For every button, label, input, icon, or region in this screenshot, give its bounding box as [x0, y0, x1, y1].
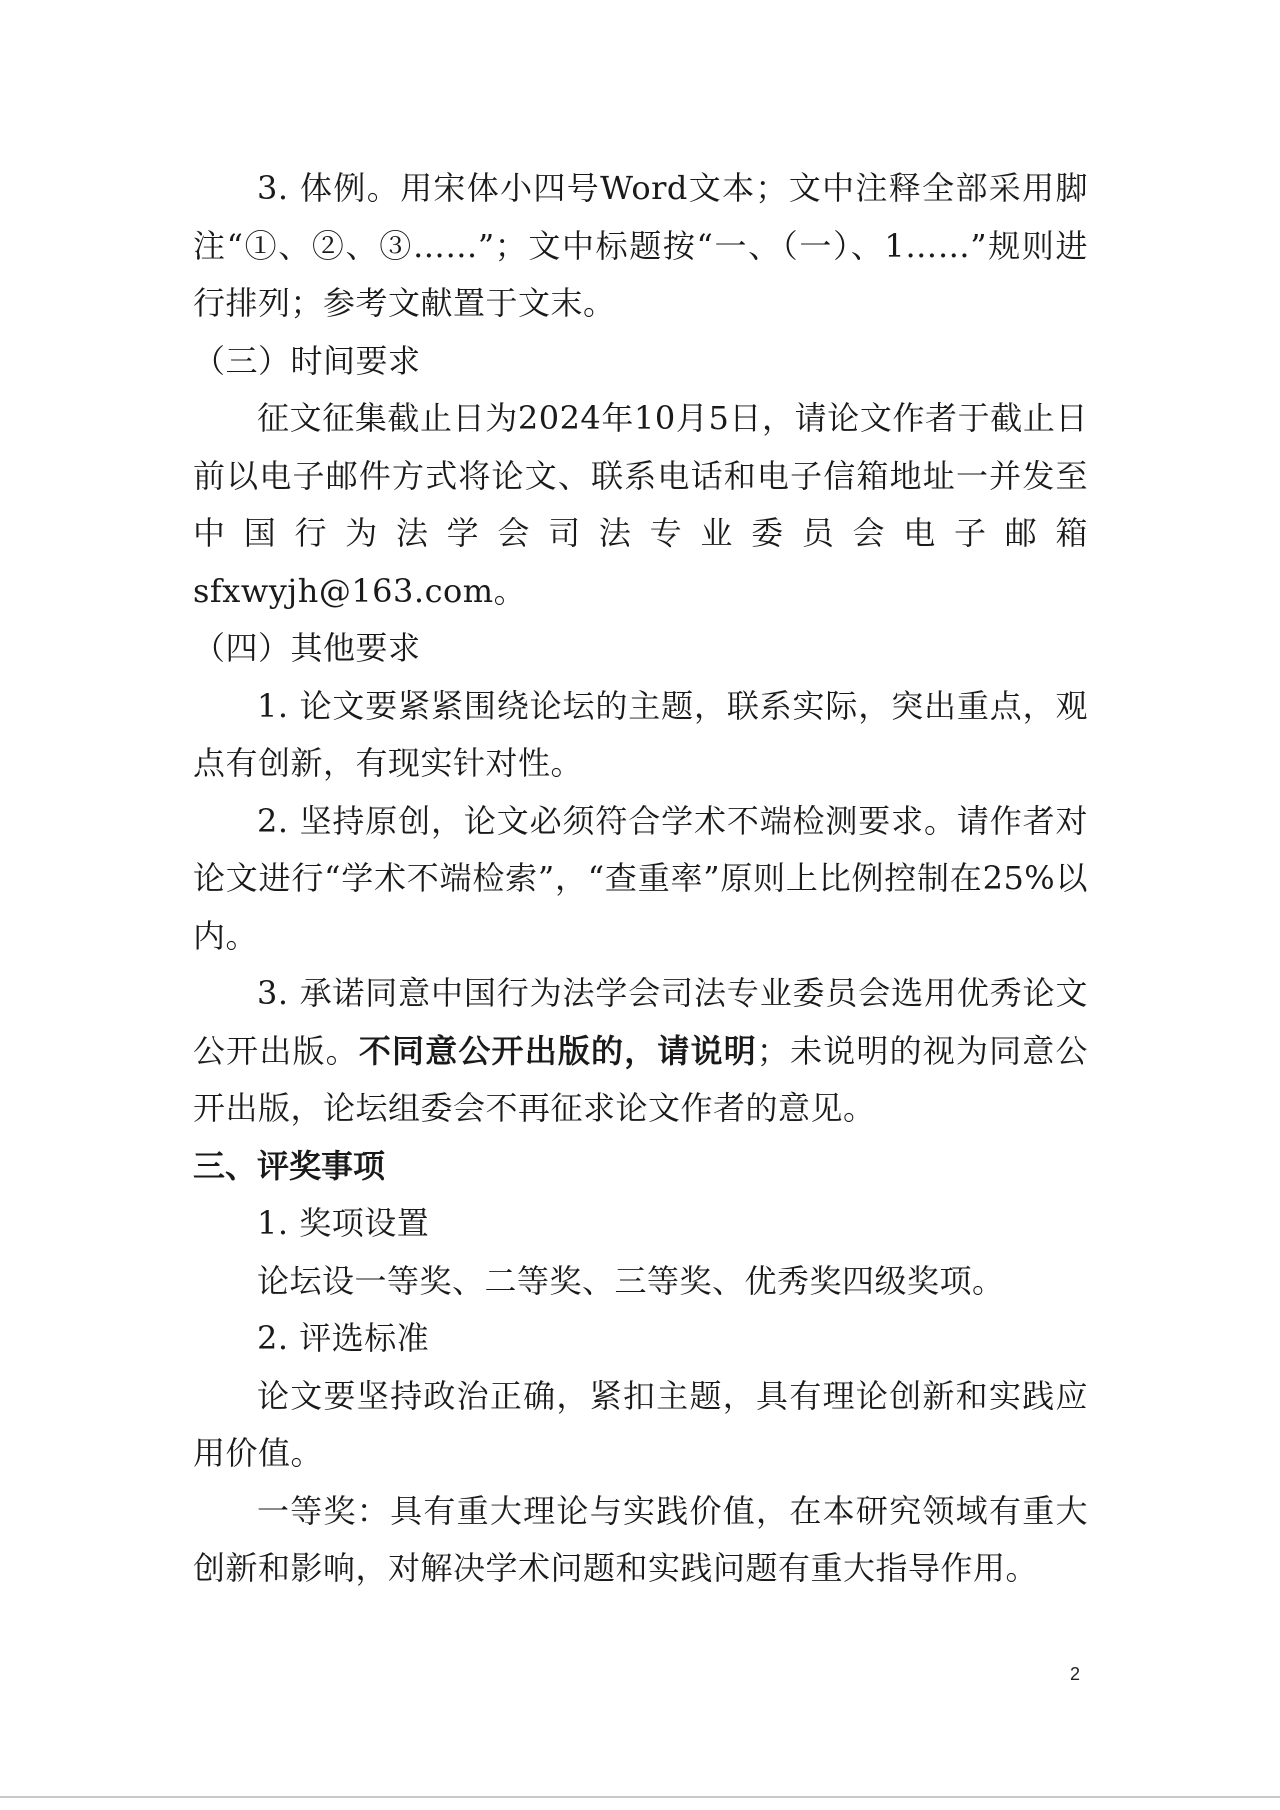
section-heading-awards: 三、评奖事项: [193, 1146, 386, 1185]
paragraph-requirement-3: [193, 965, 1088, 1138]
paragraph-award-settings-title: 1. 奖项设置: [257, 1204, 430, 1242]
subheading-time-requirements: （三）时间要求: [193, 341, 421, 380]
paragraph-first-prize: 一等奖：具有重大理论与实践价值，在本研究领域有重大创新和影响，对解决学术问题和实践问题有重大指导作用。: [193, 1491, 1088, 1587]
paragraph-requirement-2: 2. 坚持原创，论文必须符合学术不端检测要求。请作者对论文进行“学术不端检索”，“查重率”原则上比例控制在25%以内。: [193, 801, 1088, 955]
requirement-3-bold-note: 不同意公开出版的，请说明: [358, 1031, 757, 1070]
page-number: 2: [1070, 1664, 1081, 1684]
paragraph-format-rules: 3. 体例。用宋体小四号Word文本；文中注释全部采用脚注“①、②、③……”；文中标题按“一、（一）、1……”规则进行排列；参考文献置于文末。: [193, 169, 1088, 322]
paragraph-criteria: 论文要坚持政治正确，紧扣主题，具有理论创新和实践应用价值。: [193, 1376, 1088, 1472]
paragraph-criteria-title: 2. 评选标准: [257, 1319, 430, 1357]
paragraph-deadline: 征文征集截止日为2024年10月5日，请论文作者于截止日前以电子邮件方式将论文、联系电话和电子信箱地址一并发至中国行为法学会司法专业委员会电子邮箱 sfxwyjh@163.com。: [193, 399, 1088, 610]
requirement-3-lead: 3. 承诺同意中国行为法学会司法专业委员会选用优秀论文公开出版。: [193, 974, 1088, 1070]
paragraph-award-settings: 论坛设一等奖、二等奖、三等奖、优秀奖四级奖项。: [257, 1261, 1005, 1300]
paragraph-requirement-1: 1. 论文要紧紧围绕论坛的主题，联系实际，突出重点，观点有创新，有现实针对性。: [193, 686, 1088, 782]
document-body: [193, 160, 1088, 1598]
subheading-other-requirements: （四）其他要求: [193, 629, 421, 667]
requirement-3-tail: ；未说明的视为同意公开出版，论坛组委会不再征求论文作者的意见。: [193, 1031, 1088, 1127]
scan-bottom-edge: [0, 1796, 1280, 1798]
